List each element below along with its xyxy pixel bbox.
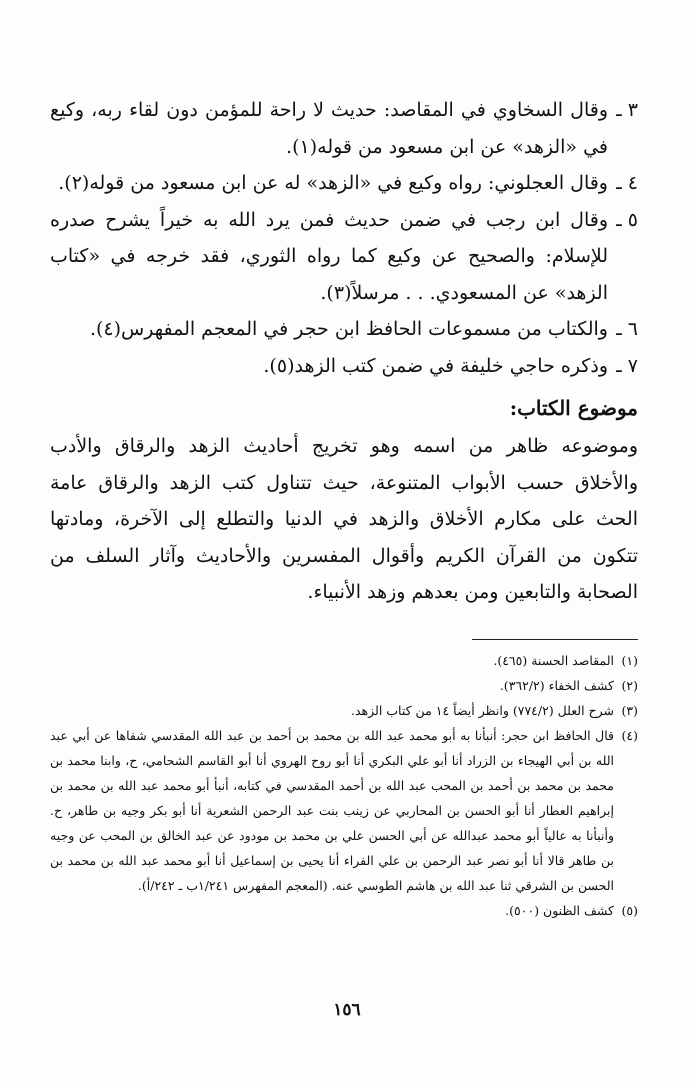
footnote-number: (٥) (621, 902, 638, 918)
body-paragraph: وموضوعه ظاهر من اسمه وهو تخريج أحاديث الزهد والرقاق والأدب والأخلاق حسب الأبواب المتنوعة، حيث تتناول كتب الزهد والرقاق عامة الحث على مكارم الأخلاق والزهد في الدنيا والتطلع إلى الآخرة، ومادتها تتكون من القرآن الكريم وأقوال المفسرين والأحاديث وآثار السلف من الصحابة والتابعين ومن بعدهم وزهد الأنبياء. (50, 435, 638, 603)
item-text: وذكره حاجي خليفة في ضمن كتب الزهد(٥). (263, 354, 608, 377)
item-number: ٧ ـ (616, 354, 638, 377)
footnote (50, 648, 638, 673)
list-item (50, 311, 638, 348)
footnote-number: (٣) (621, 702, 638, 718)
footnote (50, 723, 638, 898)
footnote-text: قال الحافظ ابن حجر: أنبأنا به أبو محمد عبد الله بن محمد بن أحمد بن عبد الله المقدسي شفاها عن أبي عبد الله بن أبي الهيجاء بن الزراد أنا أبو علي البكري أنا أبو روح الهروي أنا أبو القاسم الشحامي، ح، وابنا محمد بن محمد بن محمد بن أحمد بن المحب عبد الله بن أحمد المقدسي في كتابه، أنبأ أبو محمد عبد الله بن محمد بن إبراهيم العطار أنا أبو الحسن بن المحاربي عن زينب بنت عبد الرحمن الشعرية أنا أبو بكر وجيه بن طاهر، ح. وأنبأنا به عالياً أبو محمد عبدالله عن أبي الحسن علي بن محمد بن مودود عن عبد الخالق بن المحب عن وجيه بن طاهر قالا أنا أبو نصر عبد الرحمن بن علي الفراء أنا يحيى بن إسماعيل أنا أبو محمد عبد الله بن محمد بن الحسن بن الشرقي ثنا عبد الله بن هاشم الطوسي عنه. (المعجم المفهرس ١/٢٤١ب ـ ٢٤٢/أ). (50, 727, 614, 893)
body-paragraph-block (50, 428, 638, 611)
footnotes (50, 648, 638, 923)
item-text: وقال السخاوي في المقاصد: حديث لا راحة للمؤمن دون لقاء ربه، وكيع في «الزهد» عن ابن مسعود من قوله(١). (50, 99, 608, 158)
item-text: وقال ابن رجب في ضمن حديث فمن يرد الله به خيراً يشرح صدره للإسلام: والصحيح عن وكيع كما رواه الثوري، فقد خرجه في «كتاب الزهد» عن المسعودي. . . مرسلاً(٣). (50, 208, 608, 304)
item-number: ٣ ـ (616, 99, 638, 121)
item-text: والكتاب من مسموعات الحافظ ابن حجر في المعجم المفهرس(٤). (89, 318, 608, 340)
footnote-number: (٢) (621, 677, 638, 693)
item-number: ٦ ـ (616, 318, 638, 340)
item-number: ٤ ـ (616, 172, 638, 194)
page-number: ١٥٦ (333, 1000, 361, 1020)
footnote-text: شرح العلل (٧٧٤/٢) وانظر أيضاً ١٤ من كتاب الزهد. (351, 702, 614, 718)
footnote (50, 898, 638, 923)
list-item (50, 202, 638, 312)
footnote (50, 673, 638, 698)
footnote-text: المقاصد الحسنة (٤٦٥). (493, 652, 614, 668)
section-heading: موضوع الكتاب: (509, 396, 638, 420)
main-text (50, 92, 638, 611)
footnote-text: كشف الظنون (٥٠٠). (505, 902, 614, 918)
list-item (50, 92, 638, 165)
list-item (50, 165, 638, 202)
footnote (50, 698, 638, 723)
item-text: وقال العجلوني: رواه وكيع في «الزهد» له عن ابن مسعود من قوله(٢). (58, 172, 608, 194)
list-item (50, 348, 638, 385)
footnote-number: (١) (621, 652, 638, 668)
footnote-number: (٤) (621, 727, 638, 743)
item-number: ٥ ـ (616, 208, 638, 231)
footnote-text: كشف الخفاء (٣٦٢/٢). (499, 677, 614, 693)
footnote-divider (472, 639, 638, 640)
